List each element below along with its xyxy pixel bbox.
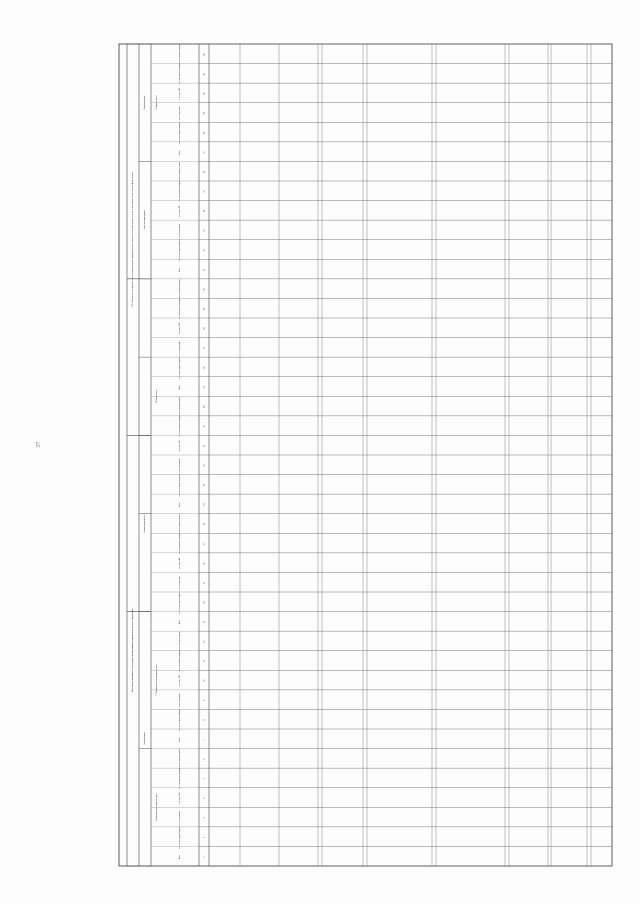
column-header-label: Всего: [179, 619, 181, 625]
table-labels: [131, 44, 206, 859]
column-number: 12: [202, 640, 206, 643]
column-number: 16: [202, 562, 206, 565]
column-number: 21: [202, 464, 206, 467]
subgroup-label: 1.8 Прием (тыс.): [156, 389, 158, 404]
column-header-label: из них по целевому приему: [179, 162, 181, 182]
subgroup-label: 1.9 Выпуск (тыс.): [156, 95, 158, 111]
column-header-label: в т.ч. по договорам: [179, 341, 181, 355]
group-label: Заочная форма: [144, 95, 146, 110]
column-header-label: в т.ч. иностранных граждан: [179, 533, 181, 554]
column-number: 17: [202, 542, 206, 546]
column-number: 33: [202, 229, 206, 232]
subgroup-label: 1.6 Численность студентов (тыс.): [156, 793, 158, 822]
column-number: 27: [202, 346, 206, 350]
column-number: 24: [202, 405, 206, 409]
column-number: 37: [202, 151, 206, 154]
column-header-label: в т.ч. лиц с ОВЗ: [179, 675, 181, 687]
column-header-label: в т.ч. иностранных граждан: [179, 298, 181, 319]
column-number: 28: [202, 327, 206, 330]
column-number: 5: [202, 778, 206, 780]
column-number: 38: [202, 131, 206, 135]
column-number: 41: [202, 72, 206, 76]
subgroup-label: 1.7 Численность обучающихся (тыс.): [156, 664, 158, 696]
column-header-label: из них по целевому приему: [179, 749, 181, 769]
page-number: 37: [36, 442, 42, 448]
column-number: 36: [202, 170, 206, 174]
column-header-label: в т.ч. по договорам: [179, 576, 181, 590]
column-header-label: из них по целевому приему: [179, 514, 181, 535]
column-header-label: из них по целевому приему: [179, 279, 181, 300]
column-header-label: в т.ч. иностранных граждан: [179, 416, 181, 437]
column-number: 25: [202, 386, 206, 389]
column-header-label: в т.ч. за счет средств бюджетов: [179, 473, 181, 497]
column-header-label: из них по целевому приему: [179, 631, 181, 652]
column-number: 42: [202, 53, 206, 56]
column-number: 31: [202, 268, 206, 272]
column-number: 32: [202, 249, 206, 252]
column-number: 39: [202, 112, 206, 115]
column-header-label: в т.ч. по договорам: [179, 810, 181, 825]
column-header-label: в т.ч. по договорам: [179, 458, 181, 473]
column-header-label: в т.ч. за счет средств бюджетов: [179, 239, 181, 262]
group-label: Очная форма: [144, 732, 146, 745]
column-header-label: в т.ч. по договорам: [179, 693, 181, 708]
column-header-label: в т.ч. за счет средств бюджетов: [179, 591, 181, 614]
column-number: 8: [202, 719, 206, 721]
column-number: 13: [202, 620, 206, 624]
column-header-label: в т.ч. лиц с ОВЗ: [179, 792, 181, 804]
column-number: 9: [202, 699, 206, 702]
column-header-label: в т.ч. иностранных граждан: [179, 651, 181, 672]
column-number: 29: [202, 307, 206, 311]
column-header-label: Всего: [179, 502, 181, 507]
column-header-label: из них по целевому приему: [179, 396, 181, 417]
column-number: 14: [202, 601, 206, 604]
column-header-label: Всего: [179, 854, 181, 859]
column-header-label: в т.ч. лиц с ОВЗ: [179, 322, 181, 335]
column-number: 19: [202, 503, 206, 506]
table-grid: [127, 44, 612, 866]
group-label: Очно-заочная форма: [144, 210, 146, 230]
column-header-label: Всего: [179, 737, 181, 742]
table-title-right: 1.3.6. Численность обучающихся по отдельным категориям и формам обучения, показатели по итогам приема, в том числе выпускники очной и заочной форм обучения: [132, 171, 134, 308]
column-number: 35: [202, 190, 206, 193]
column-number: 1: [202, 856, 206, 858]
column-number: 11: [202, 660, 206, 663]
column-number: 34: [202, 209, 206, 213]
column-number: 15: [202, 581, 206, 585]
column-number: 22: [202, 444, 206, 448]
column-number: 40: [202, 92, 206, 95]
column-header-label: в т.ч. лиц с ОВЗ: [179, 205, 181, 217]
column-header-label: Всего: [179, 150, 181, 155]
table-title: Численность контингента обучающихся и выпускников по программам высшего образования: [132, 609, 134, 693]
column-header-label: Всего: [179, 267, 181, 272]
column-header-label: из них по целевому приему: [179, 44, 181, 65]
column-header-label: в т.ч. за счет средств бюджетов: [179, 826, 181, 849]
column-header-label: в т.ч. иностранных граждан: [179, 768, 181, 789]
column-number: 3: [202, 817, 206, 819]
column-number: 20: [202, 483, 206, 487]
column-header-label: в т.ч. лиц с ОВЗ: [179, 440, 181, 452]
column-header-label: в т.ч. лиц с ОВЗ: [179, 87, 181, 100]
column-header-label: Всего: [179, 385, 181, 390]
column-header-label: в т.ч. иностранных граждан: [179, 181, 181, 202]
column-header-label: в т.ч. иностранных граждан: [179, 64, 181, 85]
column-header-label: в т.ч. лиц с ОВЗ: [179, 557, 181, 570]
column-number: 4: [202, 797, 206, 799]
column-number: 18: [202, 523, 206, 526]
column-number: 7: [202, 738, 206, 741]
column-number: 2: [202, 836, 206, 839]
column-header-label: в т.ч. за счет средств бюджетов: [179, 121, 181, 144]
group-label: Очная форма (в т.ч.): [144, 514, 146, 533]
column-number: 6: [202, 758, 206, 760]
column-header-label: в т.ч. по договорам: [179, 223, 181, 238]
column-number: 23: [202, 425, 206, 428]
column-number: 10: [202, 679, 206, 683]
column-number: 26: [202, 366, 206, 369]
column-header-label: в т.ч. за счет средств бюджетов: [179, 356, 181, 379]
column-header-label: в т.ч. за счет средств бюджетов: [179, 708, 181, 732]
column-number: 30: [202, 288, 206, 291]
column-header-label: в т.ч. по договорам: [179, 106, 181, 121]
